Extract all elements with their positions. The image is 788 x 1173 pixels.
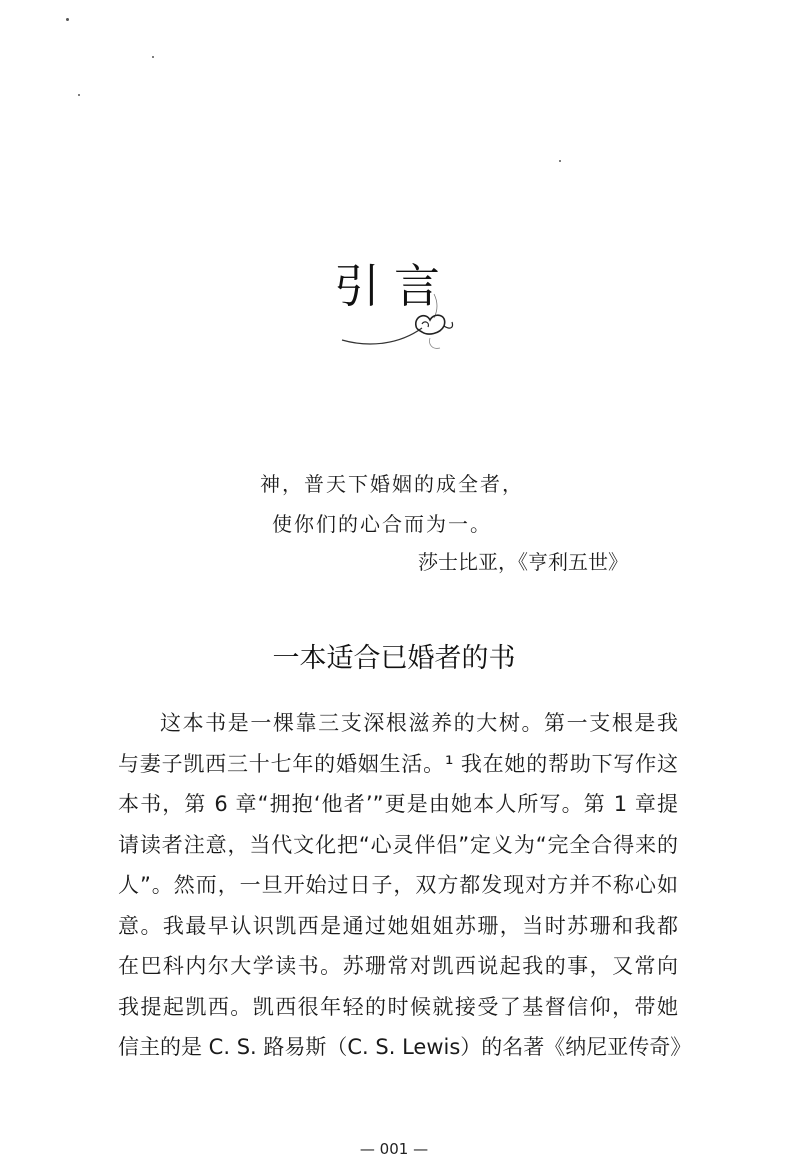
body-line: 我提起凯西。凯西很年轻的时候就接受了基督信仰，带她 — [118, 994, 678, 1019]
body-line: 本书，第 6 章“拥抱‘他者’”更是由她本人所写。第 1 章提 — [118, 792, 678, 816]
body-line: 信主的是 C. S. 路易斯（C. S. Lewis）的名著《纳尼亚传奇》 — [118, 1035, 692, 1059]
scan-speck — [66, 18, 69, 21]
heart-swirl-ornament-icon — [330, 292, 470, 354]
scan-speck — [152, 56, 154, 58]
body-line: 意。我最早认识凯西是通过她姐姐苏珊，当时苏珊和我都 — [118, 913, 678, 938]
epigraph-line-1: 神，普天下婚姻的成全者， — [260, 472, 524, 496]
body-line: 在巴科内尔大学读书。苏珊常对凯西说起我的事，又常向 — [118, 954, 678, 978]
chapter-title: 引言 — [334, 259, 454, 313]
page-number: — 001 — — [359, 1140, 429, 1158]
body-line: 请读者注意，当代文化把“心灵伴侣”定义为“完全合得来的 — [118, 832, 678, 857]
body-paragraph — [118, 703, 692, 1068]
body-line: 人”。然而，一旦开始过日子，双方都发现对方并不称心如 — [118, 873, 678, 897]
body-line: 与妻子凯西三十七年的婚姻生活。¹ 我在她的帮助下写作这 — [118, 751, 678, 776]
epigraph-line-2: 使你们的心合而为一。 — [272, 512, 492, 536]
epigraph-attribution: 莎士比亚，《亨利五世》 — [418, 550, 628, 574]
body-line: 这本书是一棵靠三支深根滋养的大树。第一支根是我 — [160, 711, 678, 735]
scan-speck — [78, 94, 80, 96]
section-heading: 一本适合已婚者的书 — [272, 643, 516, 674]
scan-speck — [559, 160, 561, 162]
